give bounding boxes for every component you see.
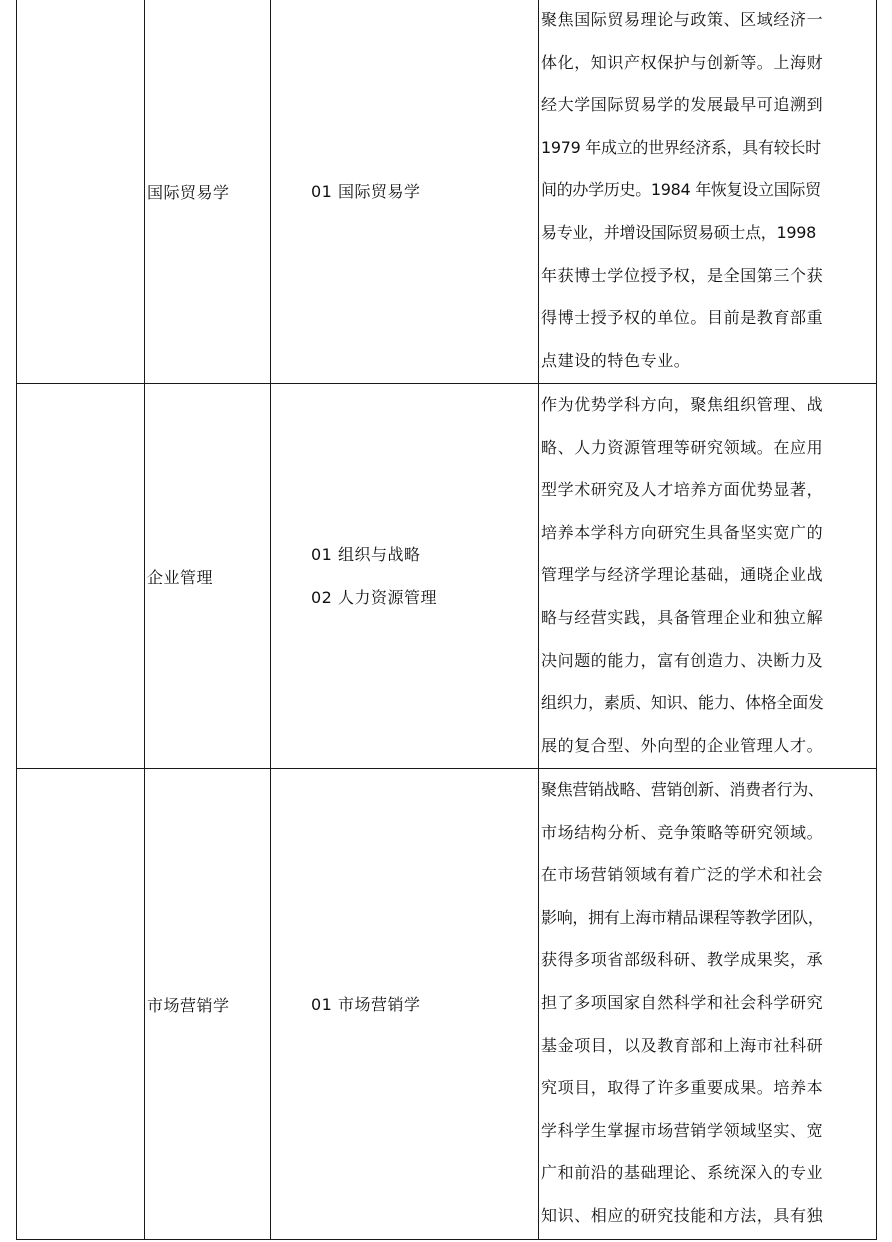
research-directions-cell	[271, 384, 539, 769]
research-directions-cell	[271, 769, 539, 1240]
description-line: 培养本学科方向研究生具备坚实宽广的	[541, 522, 824, 542]
document-page	[16, 0, 878, 1240]
direction-item: 01 组织与战略	[311, 545, 421, 564]
description-line: 在市场营销领域有着广泛的学术和社会	[541, 865, 824, 885]
description-line: 基金项目，以及教育部和上海市社科研	[541, 1035, 824, 1055]
description-line: 略与经营实践，具备管理企业和独立解	[541, 607, 824, 627]
description-line: 学科学生掌握市场营销学领域坚实、宽	[541, 1120, 824, 1140]
description-line: 易专业，并增设国际贸易硕士点，1998	[541, 222, 817, 242]
description-line: 获得多项省部级科研、教学成果奖，承	[541, 950, 824, 970]
description-line: 作为优势学科方向，聚焦组织管理、战	[541, 395, 824, 414]
major-name-cell	[145, 0, 271, 384]
description-line: 年获博士学位授予权，是全国第三个获	[541, 265, 824, 285]
description-line: 聚焦国际贸易理论与政策、区域经济一	[541, 10, 824, 29]
description-line: 知识、相应的研究技能和方法，具有独	[541, 1205, 824, 1225]
description-line: 影响，拥有上海市精品课程等教学团队，	[541, 907, 824, 927]
description-line: 得博士授予权的单位。目前是教育部重	[541, 308, 824, 328]
table-row-business-management	[17, 384, 877, 769]
description-line: 广和前沿的基础理论、系统深入的专业	[541, 1163, 824, 1183]
description-line: 略、人力资源管理等研究领域。在应用	[541, 437, 824, 457]
description-line: 聚焦营销战略、营销创新、消费者行为、	[541, 780, 824, 799]
blank-cell	[17, 769, 145, 1240]
table-row-international-trade	[17, 0, 877, 384]
description-cell	[539, 0, 877, 384]
direction-item: 02 人力资源管理	[311, 588, 437, 607]
direction-item: 01 市场营销学	[311, 994, 421, 1014]
blank-cell	[17, 0, 145, 384]
description-line: 决问题的能力，富有创造力、决断力及	[541, 650, 824, 670]
description-line: 1979 年成立的世界经济系，具有较长时	[541, 137, 821, 157]
description-line: 点建设的特色专业。	[541, 350, 691, 370]
description-line: 担了多项国家自然科学和社会科学研究	[541, 992, 824, 1012]
description-line: 体化，知识产权保护与创新等。上海财	[541, 52, 824, 72]
description-line: 型学术研究及人才培养方面优势显著，	[541, 480, 824, 500]
description-line: 间的办学历史。1984 年恢复设立国际贸	[541, 180, 821, 200]
research-directions-cell	[271, 0, 539, 384]
major-name: 国际贸易学	[147, 182, 230, 202]
direction-item: 01 国际贸易学	[311, 181, 421, 201]
description-line: 经大学国际贸易学的发展最早可追溯到	[541, 95, 824, 115]
description-line: 究项目，取得了许多重要成果。培养本	[541, 1078, 824, 1098]
description-cell	[539, 384, 877, 769]
description-line: 组织力，素质、知识、能力、体格全面发	[541, 693, 824, 713]
description-cell	[539, 769, 877, 1240]
blank-cell	[17, 384, 145, 769]
major-name: 企业管理	[147, 567, 214, 587]
program-table	[16, 0, 877, 1240]
description-line: 市场结构分析、竞争策略等研究领域。	[541, 822, 824, 842]
description-line: 展的复合型、外向型的企业管理人才。	[541, 735, 824, 755]
description-line: 管理学与经济学理论基础，通晓企业战	[541, 565, 824, 585]
table-row-marketing	[17, 769, 877, 1240]
major-name-cell	[145, 769, 271, 1240]
major-name: 市场营销学	[147, 995, 230, 1015]
major-name-cell	[145, 384, 271, 769]
